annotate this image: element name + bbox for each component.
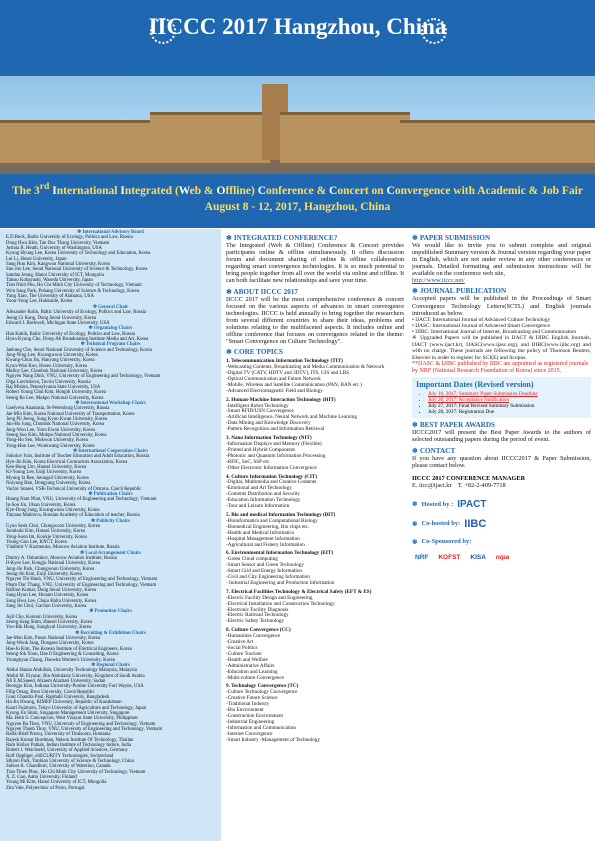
topic-item: -Mobile, Wireless and Satellite Communication (PAN, BAN etc.) [226, 381, 362, 388]
sponsor-logos [412, 552, 591, 563]
cosponsored-row: ❄ Co-Sponsored by: [412, 538, 472, 546]
topic-item: -Pattern Recognition and Information Retrieval [226, 426, 325, 433]
topic-heading: 3. Nano Information Technology (NIT) [226, 435, 312, 442]
topic-item: -Creative Future Science [226, 695, 278, 702]
topic-item: -Digital, Multimedia and Creative Contents [226, 479, 317, 486]
topic-item: -Smart Industry -Management of Technology [226, 736, 321, 743]
snowflake-icon: ❄ [91, 662, 97, 668]
dates-title: Important Dates (Revised version) [416, 380, 534, 390]
building-shape [150, 112, 270, 163]
section-heading: ❄ ABOUT IICCC 2017 [226, 287, 299, 296]
committee-heading-label: Recruiting & Exhibition Chairs [80, 630, 146, 636]
topic-item: -Education and Learning [226, 668, 278, 675]
committee-member: Jong Pil Jeong, Sung Kyun Kwan University, Korea [6, 417, 107, 423]
committee-member: Youngkyun Chang, Daewha Women's University, Korea [6, 657, 115, 663]
snowflake-icon: ❄ [73, 449, 79, 455]
committee-heading-label: Technical Program Chairs [85, 342, 141, 348]
committee-member: Sun Joo Lee, Seoul National University of Science & Technology, Korea [6, 267, 148, 273]
section-heading: ❄ INTEGRATED CONFERENCE? [226, 234, 338, 242]
journal-bullet: • IJIBC: International Journal of Internet, Broadcasting and Communication [412, 329, 577, 336]
committee-member: Robert J. Weichseld, University of Applied Sciences, Germany [6, 748, 128, 754]
journal-bullet: • IJACT: International Journal of Advanced Culture Technology [412, 316, 551, 323]
committee-member: Tran Thien Phuc, Ho Chi Minh City University of Technology, Vietnam [6, 769, 146, 775]
topic-item: -Data Mining and Knowledge Discovery [226, 420, 311, 427]
building-shape [0, 120, 160, 163]
committee-member: Joshua B. Heath, University of Washington, USA [6, 246, 102, 252]
committee-member: Dmitry A. Oshumkov, Moscow Aviation Institute, Russia [6, 555, 117, 561]
topic-item: -Tour and Leisure Information [226, 503, 290, 510]
committee-member: Beongju Kim, Indiana University-Purdue University Fort Wayne, USA [6, 684, 144, 690]
committee-member: Gaelyeva Anastasia, St-Petersburg University, Russia [6, 406, 110, 412]
topic-item: -Smart Grid and Energy Information [226, 568, 302, 575]
committee-member: X. Z. Gao, Aalto University, Finland [6, 775, 77, 781]
committee-member: Gour Chandra Paul, Rajshahi University, Bangladesh [6, 694, 110, 700]
committee-member: Ki-Young Lee, Eulji University, Korea [6, 470, 82, 476]
committee-member: Jun-Ho Jung, Chonbuk National University, Korea [6, 422, 105, 428]
committee-member: Jung-Won Lee, Yoon Ewon University, Korea [6, 427, 95, 433]
committee-member: Robert Young Chul Kim, Hongik University, Korea [6, 390, 106, 396]
committee-member: Joonhoki Kim, Hansei University, Korea [6, 529, 86, 535]
topic-heading: 4. Culture Information Technology (CIT) [226, 473, 318, 480]
snowflake-icon: ❄ [88, 491, 94, 497]
committee-member: Yong-Soon Im, Kookje University, Korea [6, 534, 87, 540]
section-heading: ❄ BEST PAPER AWARDS [412, 421, 496, 430]
topic-item: -Artificial Intelligence, Neural Network and Machine Learning [226, 414, 357, 421]
committee-member: Rajesh Kumar Burdman, Nelson Institute Of Technology, Thailan [6, 737, 134, 743]
registered-journal-note: **IJASC & IJIBC published by IIBC are appointed as registered journals by NRF (National Research Foundation of Korea) since 2015. [412, 360, 589, 374]
committee-member: Jeong Gi Kang, Dong Seoul University, Korea [6, 315, 97, 321]
topic-item: -Internet Convergence [226, 730, 273, 737]
topic-item: -Health and Medical Informatics [226, 529, 294, 536]
committee-member: Won Sang Park, Pohang University of Science & Technology, Korea [6, 288, 139, 294]
topic-item: -Advanced Electromagnetic Field and Biology [226, 387, 323, 394]
committee-member: Kauri Fujimoto, Tokyo University of Agriculture and Technology, Japan [6, 705, 147, 711]
committee-member: Jojil Cho, Konnon University, Korea [6, 614, 78, 620]
committee-member: Jong-Wook Jang, Dongseo University, Korea [6, 641, 94, 647]
section-text: Accepted papers will be published in the Proceedings of Smart Convergence Technology Letters(SCTL) and English journals introduced as below. [412, 295, 591, 317]
topic-item: -Other Electronic Information Convergence [226, 464, 317, 471]
committee-heading-label: Organizing Chairs [93, 326, 133, 332]
committee-member: Tatsuo Kobayashi, Waseda University, Japan [6, 278, 93, 284]
building-shape [400, 120, 595, 163]
contact-line [412, 482, 591, 489]
middle-column [226, 231, 404, 841]
committee-member: Sang Hyon Lee, Honam University, Korea [6, 593, 89, 599]
topic-item: -Webcasting Contents, Broadcasting and Media Communication & Network [226, 364, 385, 371]
committee-member: Kye-Dong Jung, Kwangwoon University, Korea [6, 507, 100, 513]
topic-item: -Traditional Industry [226, 701, 270, 708]
committee-heading-label: Publicity Chairs [96, 518, 131, 524]
journal-bullet: • IJASC: International Journal of Advanced Smart Convergence [412, 322, 550, 329]
committee-member: Rafiiun Kumar, Dong Seoul University, Korea [6, 588, 97, 594]
committee-member: Nguyen Thanh Thuy, VNU, University of Engineering and Technology, Vietnam [6, 726, 163, 732]
committee-member: Ali E.M.Saeed, Alzaem Alazhari University, Sudan [6, 678, 106, 684]
committee-member: Hoang Nam Nhat, VNU, University of Engineering and Technology, Vietnam [6, 497, 157, 503]
committee-member: Olga Lavrinkova, Tavrin University, Russia [6, 379, 91, 385]
topic-heading: 2. Human-Machine Interaction Technology (HIT) [226, 396, 336, 403]
committee-member: Young-Gon Lee, KNCT, Korea [6, 539, 67, 545]
topic-item: -Industrial Engineering [226, 718, 275, 725]
topic-item: - Industrial Engineering and Production Information [226, 579, 335, 586]
topic-item: -Information and Communication [226, 724, 297, 731]
topic-item: -Multi-culture Convergence [226, 674, 284, 681]
topic-item: -Electronic Facility Diagnosis [226, 606, 289, 613]
topic-heading: 5. Bio and medical Information Technology (BIT) [226, 511, 336, 518]
topic-item: -Social Politics [226, 645, 258, 651]
committee-member: In-Soo Jin, Ulsan University, Korea [6, 502, 76, 508]
topic-item: -Green Cloud computing [226, 556, 278, 563]
hosted-row: ❄ Hosted by : IPACT [412, 498, 487, 510]
topic-item: -Culture Technology Convergence [226, 689, 298, 696]
committee-member: Yoo-Bik Hong, Sungkyul University, Korea [6, 625, 92, 631]
topic-item: -Electrical Installation and Construction Technology [226, 600, 335, 607]
topic-item: -Intelligent Robot Technology [226, 402, 289, 409]
section-heading: ❄ PAPER SUBMISSION [412, 234, 491, 242]
committee-member: Tatyana Makhova, Russian Academy of Education of teacher, Russia [6, 513, 140, 519]
committee-member: Rolf Oppliger, eSECURITY Technologies, Switzerland [6, 753, 114, 759]
website-link[interactable]: http://www.iiccc.net/ [412, 277, 465, 285]
committee-member: Yong-Hun Lee, Wonkwang University, Korea [6, 443, 95, 449]
important-dates-box [412, 377, 591, 418]
topic-item: -Contents Distribution and Security [226, 491, 300, 498]
committee-member: Sandan Jeong, Hanoi University of ICT, Mongolia [6, 272, 104, 278]
committee-member: Ram Kishor Pathak, Indian Institute of Technology Indore, India [6, 743, 132, 748]
committee-member: Hyo-Jin Kim, Korea Electrical Contractors Association, Korea [6, 459, 128, 465]
committee-member: Sokolov Ivan, Institute of Teacher Education and Adult Education, Russia [6, 454, 150, 460]
topic-item: -Smart RFID/USN Convergence [226, 408, 294, 415]
topic-item: -Civil and City Engineering Information [226, 574, 310, 581]
committee-member: Sang Jin Choi, Gachon University, Korea [6, 604, 87, 610]
committee-member: Jae-Min Kim, Korea National University of Transportation, Korea [6, 411, 135, 417]
committee-heading-label: Publication Chairs [93, 491, 133, 497]
committee-member: Gyoo Seok Choi, Chungwoon University, Korea [6, 523, 100, 529]
cohosted-row: ❄ Co-hosted by: IIBC [412, 517, 487, 530]
topic-item: -Health and Welfare [226, 656, 268, 663]
committee-member: Sihyun Park, Yanbian University of Science & Technology, China [6, 759, 134, 765]
snowflake-icon: ❄ [89, 609, 95, 615]
title-banner [0, 0, 595, 76]
committee-member: Vladimir V Kuzmenko, Moscow Aviation Institute, Russia [6, 545, 120, 551]
committee-member: Nguyen Thi Hanh, VNU, University of Engineering and Technology, Vietnam [6, 577, 158, 583]
committee-member: Seong Ro Lee, Mokpo National University, Korea [6, 395, 104, 401]
conference-dates: August 8 - 12, 2017, Hangzhou, China [204, 201, 391, 213]
topic-item: -Bio Environment [226, 707, 264, 714]
committee-member: Jong-Ning Lee, Kwangwoon University, Korea [6, 352, 98, 358]
topic-item: -Digital TV (CATV, HDTV and 3DTV), ITS, GIS and LBS [226, 370, 349, 377]
committee-member: Jeong-Jin Kim, Eulji University, Korea [6, 572, 82, 577]
committee-member: Noiyong Han, Dongyang University, Korea [6, 481, 91, 487]
committee-heading-label: Local Arrangement Chairs [85, 550, 141, 556]
topic-heading: 1. Telecommunication Information Technology (TIT) [226, 358, 343, 365]
nipa-logo: nipa [495, 553, 510, 561]
snowflake-icon: ❄ [92, 304, 99, 310]
committee-member: Jaehung Cho, Seoul National University of Science and Technology, Korea [6, 347, 152, 353]
topic-item: -Bioinformatics and Computational Biology [226, 517, 318, 524]
committee-member: Sung Hwa Lee, Chuju Halla University, Korea [6, 598, 97, 604]
topic-item: -Printed and Hybrid Components [226, 446, 296, 453]
committee-member: Han Kahih, Baltic University of Ecology, Politics and Law, Russia [6, 331, 136, 337]
topic-item: -Emotional and Art Technology [226, 485, 292, 492]
date-item: • July 16, 2017: Summary Paper Submission Deadline [428, 391, 587, 397]
topic-item: -Construction Environment [226, 712, 283, 719]
snowflake-icon: ❄ [75, 630, 81, 636]
committee-member: Jae-Man Kim, Pusan National University, Korea [6, 636, 100, 642]
topic-item: -Biomedical Engineering, Bio chips etc. [226, 523, 310, 530]
topic-heading: 6. Environmental Information Technology (EIT) [226, 550, 333, 557]
committee-member: Edward J. Rothwell, Michigan State University, USA [6, 320, 110, 326]
committee-member: Young Mi Kim, Hanoi University of ICT, Mongolia [6, 780, 107, 786]
committee-member: Pham Duc Thang, VNU, University of Engineering and Technology, Vietnam [6, 582, 157, 588]
committee-member: Ha-Jin Hwang, KIMEP University, Republic of Kazakhstan [6, 700, 122, 706]
committee-member: Yoon-Yong Lee, Hokkaido, Korea [6, 299, 73, 305]
contact-phone: T. +82-2-409-7718 [457, 481, 506, 489]
snowflake-icon: ❄ [77, 230, 83, 235]
committee-member: Nguyen Nang Dinh, VNU, University of Engineering and Technology, Vietnam [6, 374, 161, 380]
committee-heading-label: General Chair [98, 304, 129, 310]
kofst-logo: KOFST [438, 553, 461, 561]
committee-member: Yong-Ho Seo, Mokwon University, Korea [6, 438, 88, 444]
committee-heading-label: International Workshop Chairs [80, 401, 146, 406]
committee-column [0, 229, 221, 841]
topic-item: -Electric Safety Technology [226, 618, 285, 625]
committee-member: Abdul Hanan Abdullah, University Technology Malaysia, Malaysia [6, 668, 137, 674]
committee-member: Rafik-Brief Prezoj, University of Timisoara, Romania [6, 732, 111, 738]
committee-member: Abdul M. Elyazar, Bin Abdulaziz University, Kingdom of Saudi Arabia [6, 673, 145, 679]
committee-member: Nguyen Ba Thao, VNU, University of Engineering and Technology, Vietnam [6, 721, 156, 727]
ipact-logo: IPACT [457, 498, 487, 510]
snowflake-icon: ❄ [88, 326, 94, 332]
topic-item: -RFIC, SoC, SSP etc. [226, 458, 271, 465]
iibc-logo: IIBC [464, 517, 487, 530]
committee-member: Lei Li, Hosei University, Japan [6, 256, 67, 262]
topic-item: -Electric Facility Design and Engineering [226, 594, 313, 601]
topic-item: -Optical Communication and Future Network [226, 375, 321, 382]
journal-note: ※ Upgraded Papers will be published in IJACT & IJIBC English Journals, IJACT (www.ijact.kr), IJASC(www.ijasc.org), and IJIBC(www.ijibc.org) and with no charge. These journals are following the policy of Thomson Reuters, Elsevier in order to register for SCI(E) and Scopus. [412, 335, 591, 361]
committee-member: Jong-Jin Park, Chungwoon University, Korea [6, 566, 95, 572]
snowflake-icon: ❄ [75, 401, 81, 406]
committee-member: Subost K. Chaudhuri, University of Waterloo, Canada [6, 764, 111, 770]
committee-member: Kee-Hong Um, Hansei University, Korea [6, 465, 87, 471]
committee-member: Alexander Rolin, Baltic University of Ecology, Politics and Law, Russia [6, 310, 147, 316]
topic-item: -Information Displays and Memory (Flexible) [226, 441, 322, 447]
committee-member: Seong-Sik Yoon, Dae Il Engineering & Consulting, Korea [6, 652, 119, 658]
dates-list [428, 391, 587, 415]
right-column [412, 231, 595, 841]
committee-heading-label: Regional Chairs [96, 662, 130, 668]
section-heading: ❄ CONTACT [412, 446, 456, 455]
kisa-logo: KISA [470, 553, 486, 561]
manager-title: IICCC 2017 CONFERENCE MANAGER [412, 474, 526, 482]
topic-heading: 9. Technology Convergence (TC) [226, 683, 299, 690]
section-text: The Integrated (Web & Offline) Conference & Concert provides participants online & offline simultaneously. It offers discussion forum and document sharing of online & offline collaboration regarding smart convergence technologies. It is so much potential to bring people together from all over the world via online and offline. It can both facilitate new relationships and save your time. [226, 242, 404, 285]
committee-member: Raj Mishra, Pennsylvania State University, USA [6, 384, 101, 390]
committee-member: Malloy Lee, Chonbuk National University, Korea [6, 368, 103, 374]
committee-member: Kyong Jin Shim, Singapore Management University, Singapore [6, 710, 130, 716]
section-text: IICCC2017 will present the Best Paper Awards to the authors of selected outstanding papers during the period of event. [412, 429, 591, 444]
topic-item: -Education Information Technology [226, 497, 301, 504]
topic-heading: 7. Electrical Facilities Technology & Electrical Safety (EFT & ES) [226, 588, 372, 595]
section-text: If you have any question about IICCC2017 & Paper Submission, please contact below. [412, 454, 591, 469]
committee-member: Dong Hwa Kim, Tan Duc Thang University, Vietnam [6, 240, 110, 246]
committee-member: Hyun Kyung Cho, Dong-Ah Broadcasting Institute Media and Art, Korea [6, 336, 149, 342]
committee-member: Sang Hun Kim, Kangwon National University, Korea [6, 262, 110, 268]
core-topics-list [226, 359, 404, 743]
building-shape [280, 112, 410, 163]
committee-member: Kyun-Wan Koo, Hoseo University, Korea [6, 363, 88, 369]
committee-member: Il-Kyeo Lee, Kongju National University, Korea [6, 561, 100, 567]
topic-heading: 8. Culture Convergence (CC) [226, 627, 291, 634]
committee-member: Seung Soo Kim, Mokpo National University, Korea [6, 433, 107, 439]
committee-heading-label: International Advisory Board [82, 230, 144, 235]
snowflake-icon: ❄ [80, 550, 86, 556]
section-heading: ❄ JOURNAL PUBLICATION [412, 287, 507, 296]
topic-item: -Photonic and Quantum Information Processing [226, 452, 326, 459]
snowflake-icon: ❄ [90, 518, 97, 524]
committee-member: Tran Ninh Phu, Ho Chi Minh City University of Technology, Vietnam [6, 283, 142, 289]
committee-member: Kwang-Chun Jin, Hanyang University, Korea [6, 358, 95, 364]
committee-member: Myung Ja Ree, Seongsil University, Korea [6, 475, 89, 481]
date-item: • July 28, 2017: Registration Due [428, 409, 587, 415]
committee-member: E.D.Beck, Baltic University of Ecology, Politics and Law, Russia [6, 235, 133, 241]
topic-item: -Administrative Affairs [226, 662, 275, 669]
committee-heading-label: International Cooperation Chairs [78, 449, 148, 455]
committee-member: Zita Vale, Polytechnic of Porto, Portugal [6, 785, 85, 791]
snowflake-icon: ❄ [80, 342, 86, 348]
topic-item: -Creative Art [226, 639, 254, 646]
committee-member: Filip Orsag, Brno University, Czech Republic [6, 689, 95, 695]
committee-member: Ma. Beth S. Concepcion, West Visayas State University, Philippines [6, 716, 139, 722]
topic-item: -Agricultural and Fishery Information [226, 541, 305, 548]
conference-name: The 3rd International Integrated (Web & Offline) Conference & Concert on Convergence with Academic & Job Fair [12, 181, 583, 197]
topic-item: -Humanities Convergence [226, 633, 281, 640]
topic-item: -Hospital Management Information [226, 535, 300, 542]
committee-member: Vaclav Snasel, VSB-Technical University of Ostrava, Czech Republic [6, 486, 142, 492]
contact-email[interactable]: E. iicc@ijact.kr [412, 481, 452, 489]
topic-item: -Electric Railroad Technology [226, 612, 289, 619]
date-item: • July 27, 2017: Final Revised Summary Submission [428, 403, 587, 409]
topic-item: -Culture Tourism [226, 650, 262, 657]
committee-member: Seong-Sang Shim, Hansei University, Korea [6, 620, 93, 626]
committee-member: Kyung Hyung Lee, Korea University of Technology and Education, Korea [6, 251, 151, 257]
committee-heading-label: Promotion Chairs [94, 609, 132, 615]
nrf-logo: NRF [415, 553, 429, 561]
section-text: We would like to invite you to submit complete and original unpublished Summary version & Journal version regarding your paper in English, which are not under review in any other conferences or journals. Detailed formatting and submission instructions will be available on the conference web site, [412, 242, 591, 278]
section-text: IICCC 2017 will be the most comprehensive conference & concert focused on the various aspects of advances in smart convergence technologies. IICCC is held annually to bring together the researchers from several different countries to share their ideas, problems and solutions relating to the multifaceted aspects. It includes online and offline conference that focuses on convergence related to the theme: "Smart Convergence on Culture Technology". [226, 295, 404, 346]
section-heading: ❄ CORE TOPICS [226, 348, 283, 357]
topic-item: -Smart Sensor and Green Technology [226, 562, 304, 569]
date-item: • July 20, 2017: Acceptance Notification [428, 397, 587, 403]
committee-member: Yang Xiao, The University of Alabama, USA [6, 294, 94, 300]
poster-title: IICCC 2017 Hangzhou, China [148, 14, 447, 39]
campus-photo [0, 76, 595, 174]
committee-member: Hae-Ju Kim, The Korean Institute of Electrical Engineers, Korea [6, 646, 132, 652]
